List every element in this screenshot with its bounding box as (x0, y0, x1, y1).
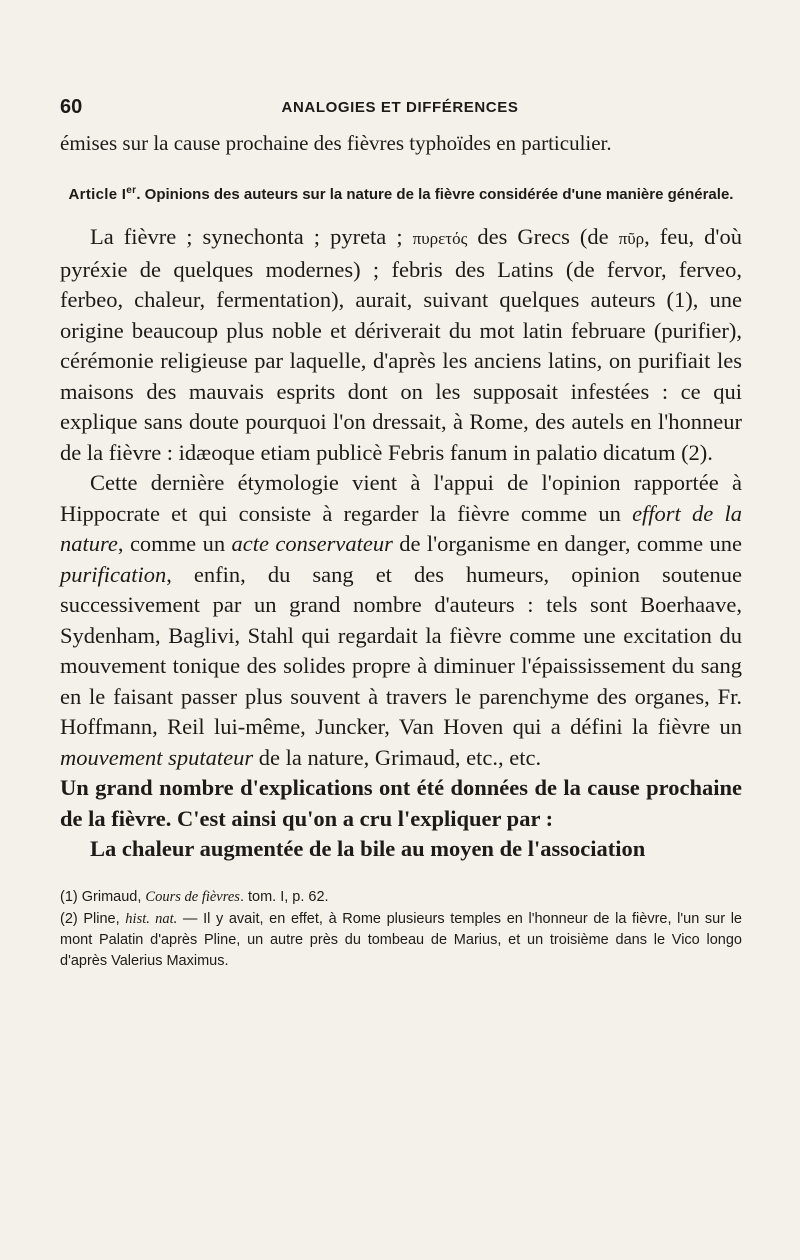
article-label: Article Ier (68, 185, 137, 203)
page-body (60, 128, 742, 973)
article-title: . Opinions des auteurs sur la nature de la fièvre considérée d'une manière générale. (136, 186, 734, 203)
paragraph-hippocrates: Cette dernière étymologie vient à l'appui de l'opinion rapportée à Hippocrate et qui consiste à regarder la fièvre comme un effort de la nature, comme un acte conservateur de l'organisme en danger, comme une purification, enfin, du sang et des humeurs, opinion soutenue successivement par un grand nombre d'auteurs : tels sont Boerhaave, Sydenham, Baglivi, Stahl qui regardait la fièvre comme une excitation du mouvement tonique des solides propre à diminuer l'épaississement du sang en le faisant passer plus souvent à travers le parenchyme des organes, Fr. Hoffmann, Reil lui-même, Juncker, Van Hoven qui a défini la fièvre un mouvement sputateur de la nature, Grimaud, etc., etc. (60, 470, 743, 770)
footnote-1: (1) Grimaud, Cours de fièvres. tom. I, p. 62. (60, 888, 329, 905)
footnote-2: (2) Pline, hist. nat. — Il y avait, en effet, à Rome plusieurs temples en l'honneur de la fièvre, l'un sur le mont Palatin d'après Pline, un autre près du tombeau de Marius, et un troisième dans le Vico longo d'après Valerius Maximus. (60, 910, 742, 969)
lead-paragraph: émises sur la cause prochaine des fièvres typhoïdes en particulier. (60, 131, 612, 155)
page-header (60, 96, 740, 126)
article-label-sup: er (126, 185, 137, 196)
italic-phrase: mouvement sputateur (60, 744, 254, 770)
paragraph-bile: La chaleur augmentée de la bile au moyen de l'association (90, 836, 646, 861)
greek-word: πυρετός (412, 229, 468, 248)
italic-phrase: purification (60, 561, 167, 587)
italic-phrase: effort de la nature (60, 500, 743, 556)
paragraph-explanations: Un grand nombre d'explications ont été données de la cause prochaine de la fièvre. C'est ainsi qu'on a cru l'expliquer par : (60, 775, 742, 831)
running-title: ANALOGIES ET DIFFÉRENCES (281, 99, 519, 116)
greek-word: πῦρ (618, 229, 645, 248)
paragraph-etymology: La fièvre ; synechonta ; pyreta ; πυρετός des Grecs (de πῦρ, feu, d'où pyréxie de quelques modernes) ; febris des Latins (de fervor, ferveo, ferbeo, chaleur, fermentation), aurait, suivant quelques auteurs (1), une origine beaucoup plus noble et dériverait du mot latin februare (purifier), cérémonie religieuse par laquelle, d'après les anciens latins, on purifiait les maisons des mauvais esprits dont on les supposait infestées : ce qui explique sans doute pourquoi l'on dressait, à Rome, des autels en l'honneur de la fièvre : idæoque etiam publicè Febris fanum in palatio dicatum (2). (60, 224, 742, 465)
article-heading (60, 180, 742, 206)
page-number: 60 (60, 96, 83, 118)
footnotes (60, 887, 742, 972)
italic-phrase: acte conservateur (231, 531, 393, 556)
